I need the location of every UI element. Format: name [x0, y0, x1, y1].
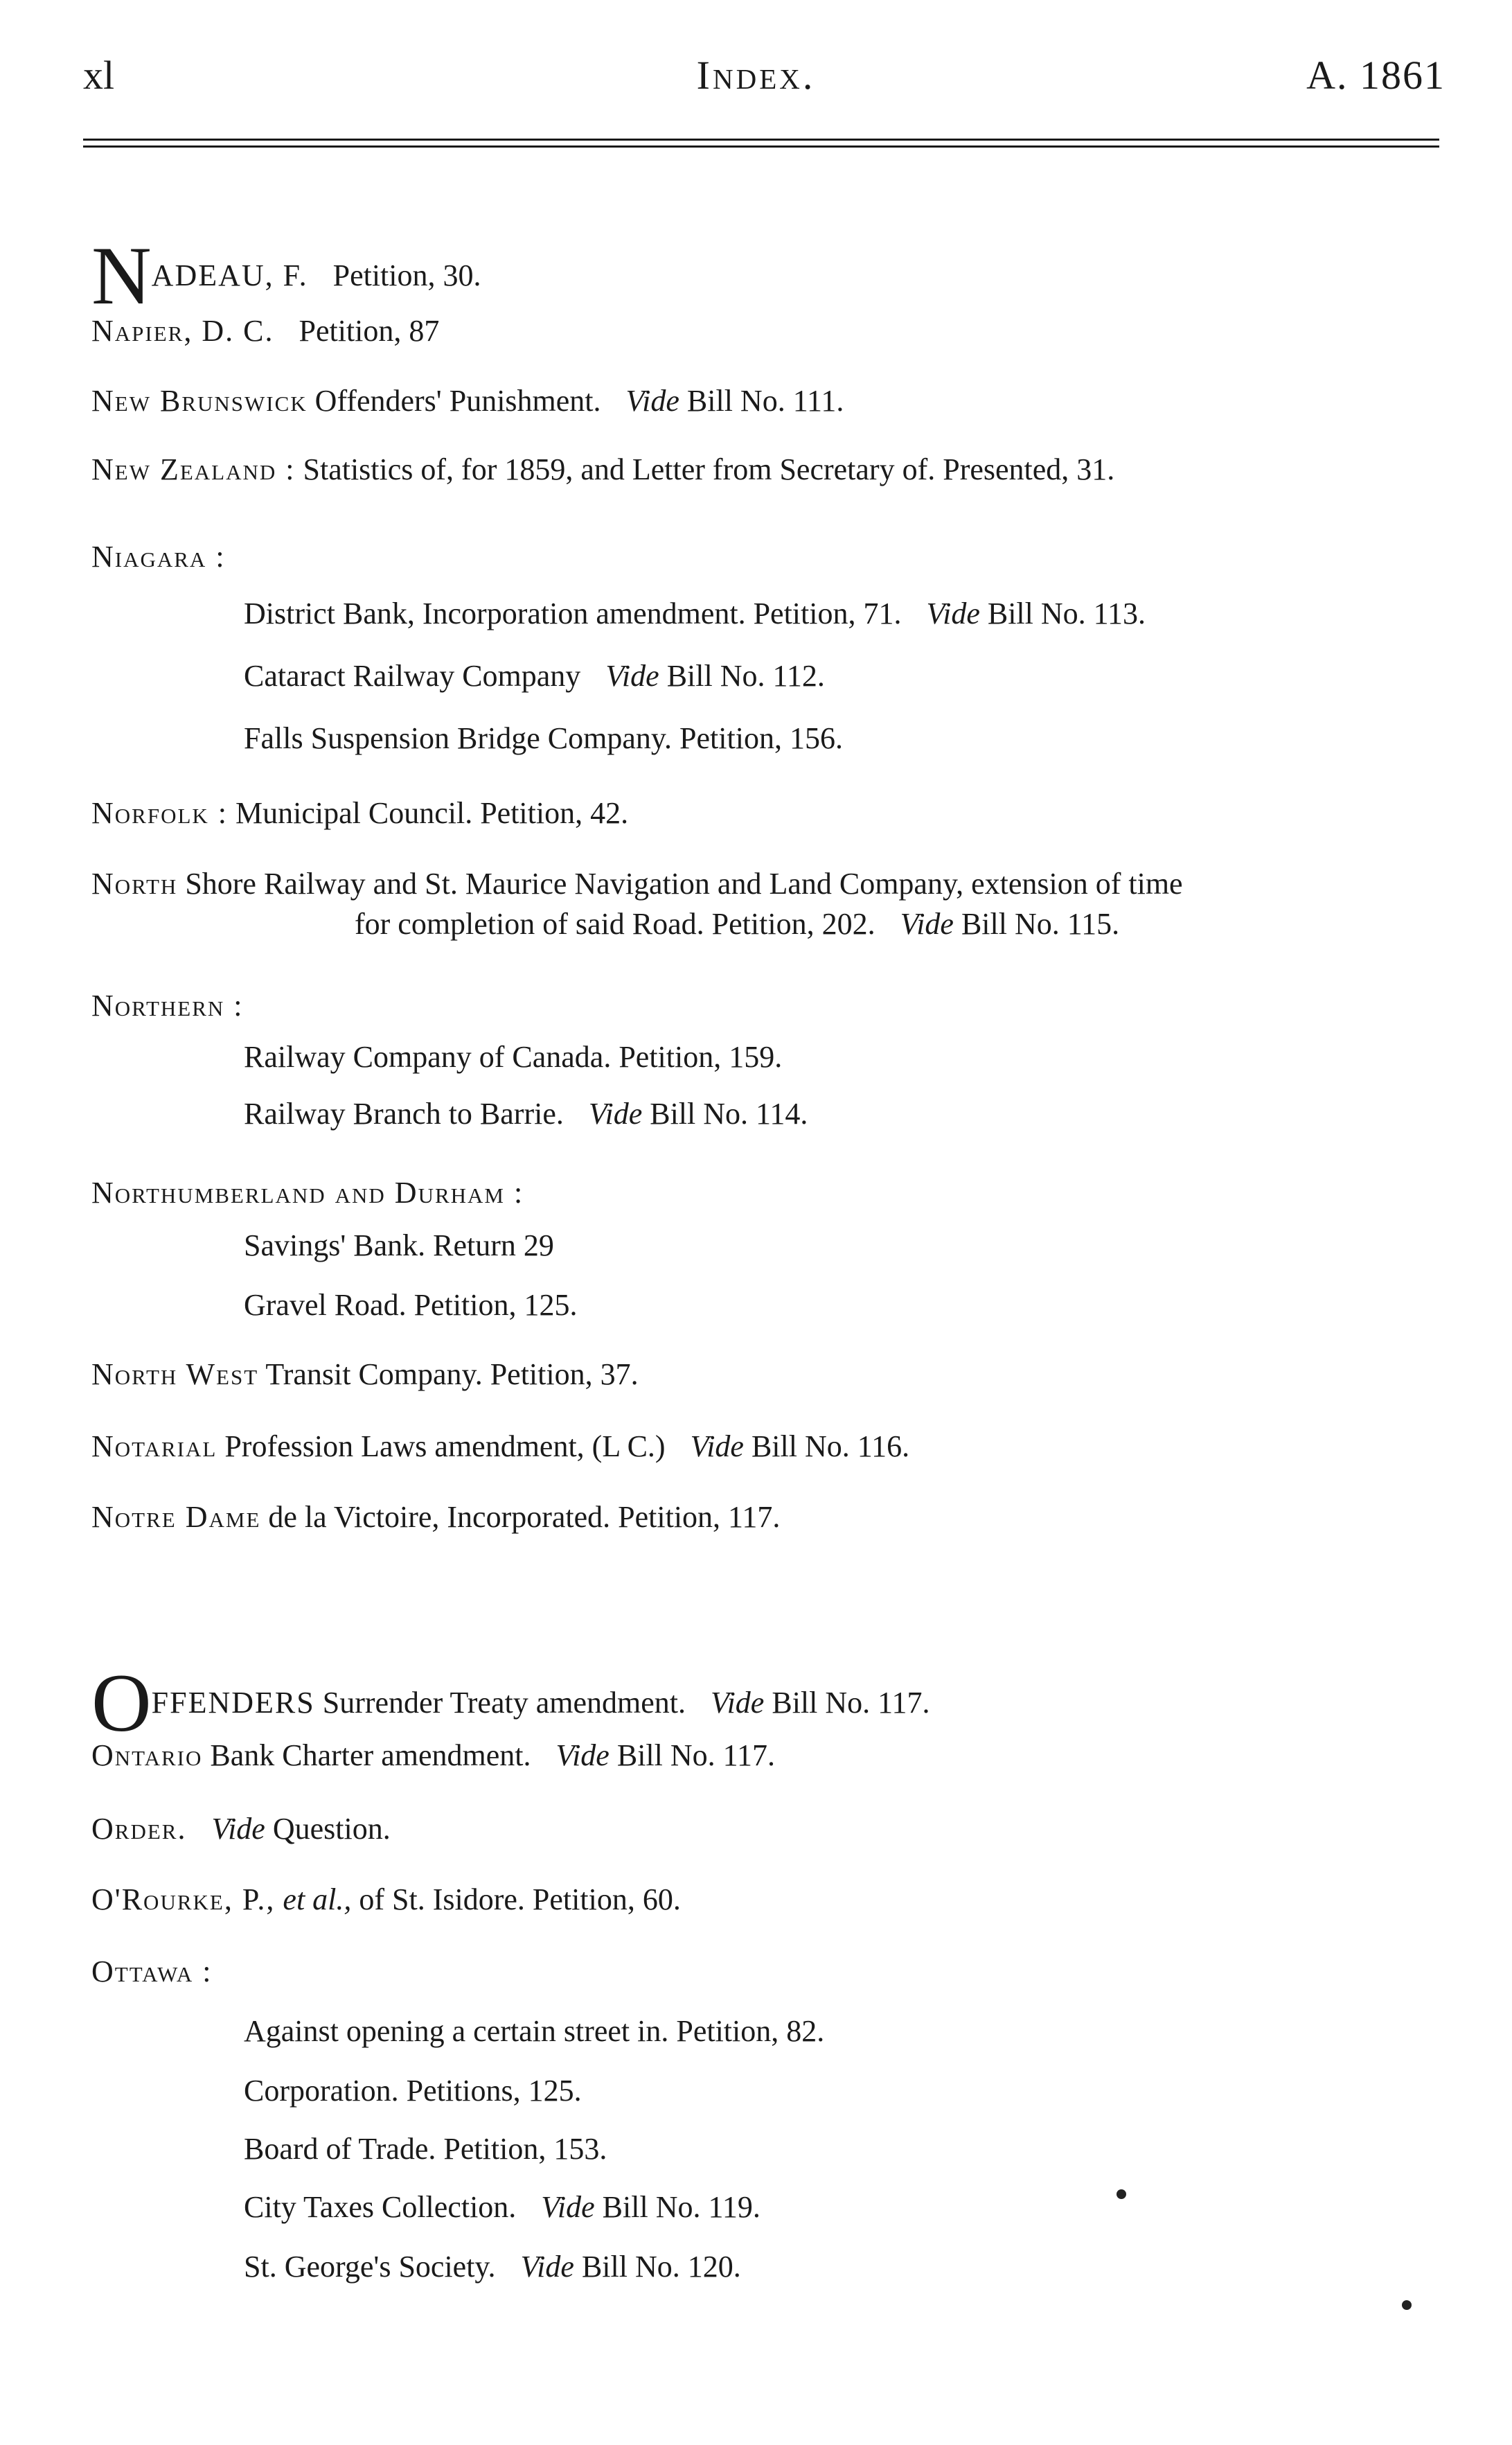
entry-reference: Bill No. 119.	[602, 2190, 761, 2224]
et-al-label: et al.,	[283, 1882, 352, 1916]
entry-heading: North	[91, 867, 178, 901]
vide-label: Vide	[541, 2190, 595, 2224]
drop-cap: O	[91, 1657, 152, 1749]
vide-label: Vide	[520, 2250, 574, 2284]
entry-text: Profession Laws amendment, (L C.)	[224, 1429, 666, 1463]
index-subentry	[244, 1287, 578, 1323]
entry-heading: New Brunswick	[91, 384, 308, 418]
index-subentry	[244, 1096, 808, 1132]
entry-heading: Ontario	[91, 1738, 203, 1772]
entry-heading: Napier, D. C.	[91, 314, 274, 348]
entry-text: Cataract Railway Company	[244, 659, 581, 693]
entry-text: Offenders' Punishment.	[314, 384, 601, 418]
vide-label: Vide	[605, 659, 659, 693]
entry-text: for completion of said Road. Petition, 202.	[355, 907, 875, 941]
entry-text: Falls Suspension Bridge Company. Petition, 156.	[244, 721, 843, 755]
entry-text: Petition, 87	[299, 314, 440, 348]
entry-text: Against opening a certain street in. Petition, 82.	[244, 2014, 825, 2048]
entry-reference: Bill No. 116.	[751, 1429, 910, 1463]
index-entry	[91, 1657, 930, 1749]
index-subentry	[244, 1228, 554, 1264]
entry-text: Shore Railway and St. Maurice Navigation and Land Company, extension of time	[185, 867, 1183, 901]
index-subentry	[244, 2131, 607, 2167]
index-entry	[91, 1429, 909, 1465]
index-subentry	[244, 1039, 782, 1075]
entry-heading: New Zealand :	[91, 452, 296, 486]
index-subentry	[244, 2073, 582, 2109]
index-entry	[91, 313, 439, 349]
entry-text: Statistics of, for 1859, and Letter from Secretary of. Presented, 31.	[303, 452, 1115, 486]
index-entry	[91, 229, 481, 321]
index-subentry	[244, 2189, 761, 2225]
entry-reference: Bill No. 113.	[987, 597, 1146, 630]
vide-label: Vide	[555, 1738, 610, 1772]
entry-heading: Norfolk :	[91, 796, 229, 830]
index-entry	[91, 1499, 780, 1535]
index-subentry	[244, 2013, 824, 2049]
entry-text: Board of Trade. Petition, 153.	[244, 2132, 607, 2166]
entry-reference: Bill No. 117.	[772, 1686, 930, 1720]
index-entry	[91, 1882, 681, 1918]
entry-reference: Question.	[272, 1812, 391, 1846]
index-entry	[91, 1175, 524, 1211]
index-entry	[91, 866, 1183, 902]
index-entry	[91, 1811, 391, 1847]
index-entry	[91, 539, 226, 575]
vide-label: Vide	[710, 1686, 765, 1720]
entry-heading: Niagara :	[91, 540, 226, 574]
header-rule-top	[83, 139, 1439, 141]
entry-heading: ADEAU, F.	[151, 258, 308, 292]
entry-text: Gravel Road. Petition, 125.	[244, 1288, 578, 1322]
index-entry	[91, 1357, 639, 1393]
ink-speck	[1117, 2189, 1126, 2199]
entry-heading: Order.	[91, 1812, 187, 1846]
entry-text: Railway Branch to Barrie.	[244, 1097, 564, 1131]
entry-text: Transit Company. Petition, 37.	[265, 1357, 639, 1391]
entry-text: Savings' Bank. Return 29	[244, 1228, 554, 1262]
drop-cap: N	[91, 229, 152, 321]
index-entry-continuation	[355, 906, 1119, 942]
entry-heading: Northern :	[91, 989, 244, 1023]
entry-text: District Bank, Incorporation amendment. Petition, 71.	[244, 597, 902, 630]
entry-text: Surrender Treaty amendment.	[322, 1686, 686, 1720]
vide-label: Vide	[690, 1429, 744, 1463]
entry-text: Railway Company of Canada. Petition, 159.	[244, 1040, 783, 1074]
entry-heading: FFENDERS	[151, 1686, 315, 1720]
entry-heading: Notre Dame	[91, 1500, 261, 1534]
vide-label: Vide	[211, 1812, 265, 1846]
vide-label: Vide	[625, 384, 679, 418]
entry-text: City Taxes Collection.	[244, 2190, 517, 2224]
vide-label: Vide	[926, 597, 980, 630]
index-entry	[91, 988, 244, 1024]
entry-heading: Notarial	[91, 1429, 217, 1463]
index-entry	[91, 1738, 775, 1774]
ink-speck	[1402, 2300, 1412, 2310]
entry-text: of St. Isidore. Petition, 60.	[359, 1882, 681, 1916]
entry-text: St. George's Society.	[244, 2250, 496, 2284]
entry-reference: Bill No. 120.	[581, 2250, 741, 2284]
vide-label: Vide	[588, 1097, 643, 1131]
vide-label: Vide	[900, 907, 954, 941]
header-rule-bottom	[83, 145, 1439, 148]
page-title: Index.	[696, 53, 816, 98]
entry-text: Petition, 30.	[332, 258, 481, 292]
entry-text: Corporation. Petitions, 125.	[244, 2074, 582, 2108]
entry-text: de la Victoire, Incorporated. Petition, 117.	[268, 1500, 781, 1534]
entry-reference: Bill No. 115.	[961, 907, 1120, 941]
index-subentry	[244, 596, 1146, 632]
index-subentry	[244, 2249, 741, 2285]
entry-reference: Bill No. 117.	[616, 1738, 776, 1772]
volume-label: A. 1861	[1306, 53, 1446, 98]
entry-heading: Ottawa :	[91, 1954, 213, 1988]
index-entry	[91, 1954, 213, 1990]
entry-text: Municipal Council. Petition, 42.	[235, 796, 629, 830]
index-entry	[91, 795, 628, 831]
index-subentry	[244, 658, 825, 694]
entry-text: Bank Charter amendment.	[210, 1738, 531, 1772]
index-subentry	[244, 721, 843, 757]
entry-heading: North West	[91, 1357, 259, 1391]
entry-reference: Bill No. 112.	[666, 659, 825, 693]
entry-heading: O'Rourke, P.,	[91, 1882, 276, 1916]
index-entry	[91, 383, 844, 419]
entry-heading: Northumberland and Durham :	[91, 1176, 524, 1210]
index-entry	[91, 452, 1114, 488]
page-number: xl	[83, 53, 115, 98]
entry-reference: Bill No. 111.	[686, 384, 844, 418]
entry-reference: Bill No. 114.	[650, 1097, 808, 1131]
